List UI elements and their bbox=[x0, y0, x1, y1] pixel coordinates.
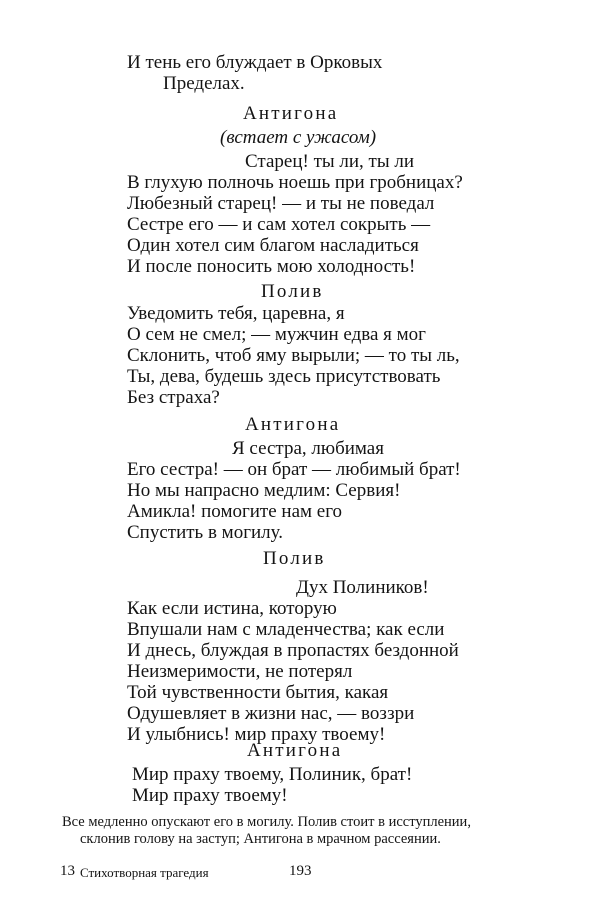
verse-line: Пределах. bbox=[163, 73, 245, 94]
verse-line: Один хотел сим благом насладиться bbox=[127, 235, 419, 256]
verse-line: Той чувственности бытия, какая bbox=[127, 682, 389, 703]
signature-number: 13 bbox=[60, 863, 75, 879]
verse-line: Склонить, чтоб яму вырыли; — то ты ль, bbox=[127, 345, 460, 366]
verse-line: Мир праху твоему! bbox=[132, 785, 288, 806]
verse-line: О сем не смел; — мужчин едва я мог bbox=[127, 324, 426, 345]
verse-line: И тень его блуждает в Орковых bbox=[127, 52, 383, 73]
verse-line: Его сестра! — он брат — любимый брат! bbox=[127, 459, 461, 480]
verse-line: Но мы напрасно медлим: Сервия! bbox=[127, 480, 401, 501]
speaker-name: Антигона bbox=[247, 740, 343, 761]
verse-line: Спустить в могилу. bbox=[127, 522, 283, 543]
verse-line: Одушевляет в жизни нас, — воззри bbox=[127, 703, 415, 724]
verse-line: Как если истина, которую bbox=[127, 598, 337, 619]
verse-line: В глухую полночь ноешь при гробницах? bbox=[127, 172, 463, 193]
stage-direction: (встает с ужасом) bbox=[220, 127, 377, 148]
speaker-name: Антигона bbox=[245, 414, 341, 435]
verse-line: И днесь, блуждая в пропастях бездонной bbox=[127, 640, 459, 661]
verse-line: Неизмеримости, не потерял bbox=[127, 661, 353, 682]
verse-line: Дух Полиников! bbox=[296, 577, 429, 598]
speaker-name: Полив bbox=[261, 281, 324, 302]
verse-line: Ты, дева, будешь здесь присутствовать bbox=[127, 366, 441, 387]
verse-line: Я сестра, любимая bbox=[232, 438, 384, 459]
page-number: 193 bbox=[289, 863, 312, 879]
verse-line: Мир праху твоему, Полиник, брат! bbox=[132, 764, 413, 785]
stage-note: склонив голову на заступ; Антигона в мрачном рассеянии. bbox=[80, 831, 441, 847]
signature-text: Стихотворная трагедия bbox=[80, 865, 209, 880]
verse-line: И после поносить мою холодность! bbox=[127, 256, 416, 277]
verse-line: Старец! ты ли, ты ли bbox=[245, 151, 415, 172]
speaker-name: Полив bbox=[263, 548, 326, 569]
speaker-name: Антигона bbox=[243, 103, 339, 124]
verse-line: Впушали нам с младенчества; как если bbox=[127, 619, 445, 640]
verse-line: Любезный старец! — и ты не поведал bbox=[127, 193, 435, 214]
verse-line: Сестре его — и сам хотел сокрыть — bbox=[127, 214, 431, 235]
verse-line: И улыбнись! мир праху твоему! bbox=[127, 724, 386, 745]
verse-line: Без страха? bbox=[127, 387, 220, 408]
stage-note: Все медленно опускают его в могилу. Полив стоит в исступлении, bbox=[62, 814, 471, 830]
verse-line: Амикла! помогите нам его bbox=[127, 501, 343, 522]
verse-line: Уведомить тебя, царевна, я bbox=[127, 303, 345, 324]
